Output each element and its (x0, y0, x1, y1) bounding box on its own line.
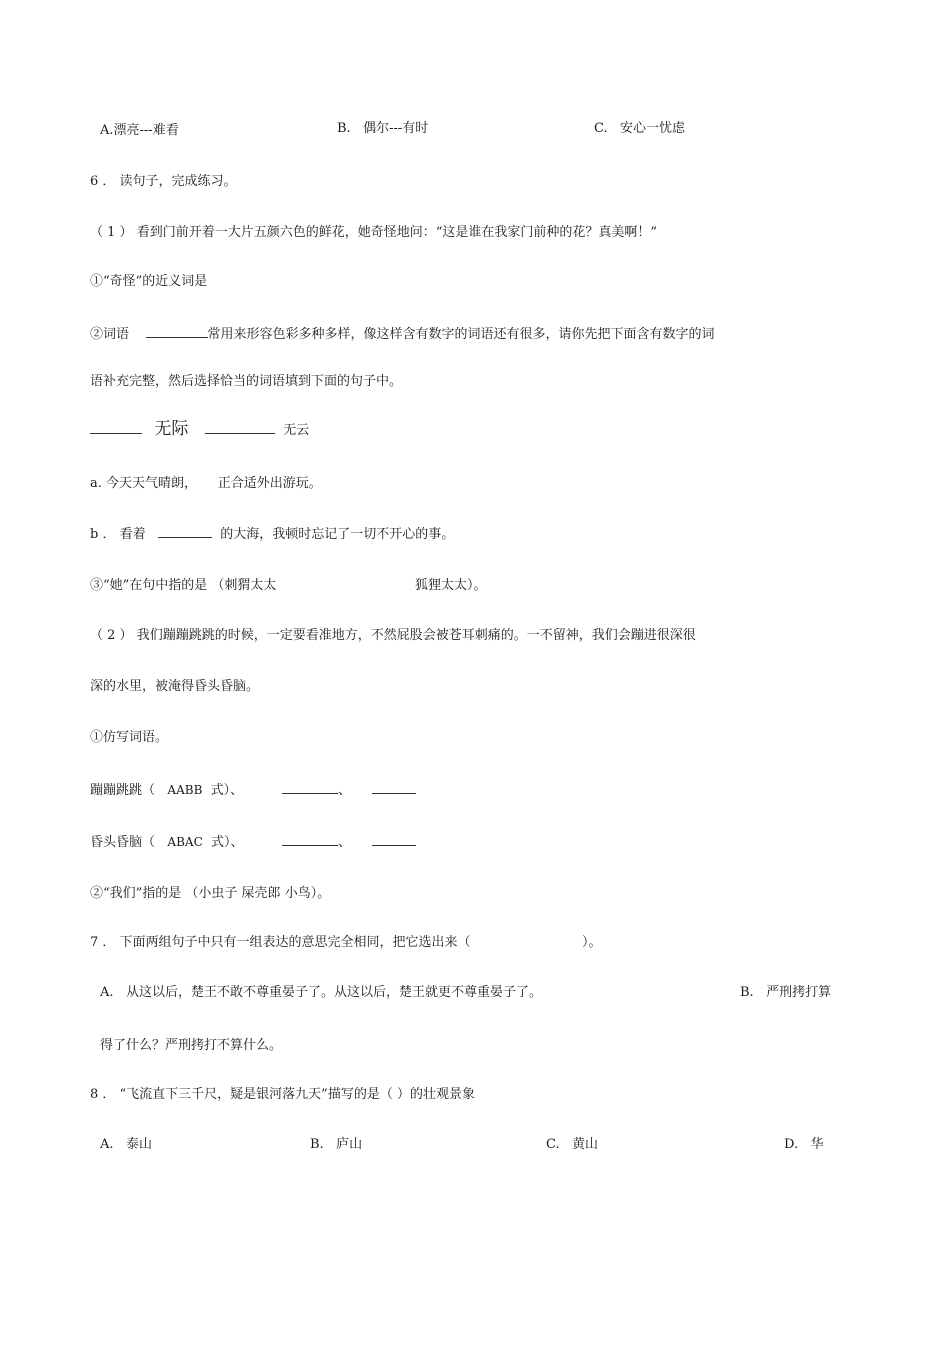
answer-blank[interactable] (158, 525, 212, 538)
subquestion-synonym: ①“奇怪”的近义词是 (90, 274, 208, 289)
imitate-row-abac: 昏头昏脑（ ABAC 式）、 (90, 835, 244, 850)
answer-blank[interactable] (372, 833, 416, 846)
subquestion-she-option: 狐狸太太）。 (415, 578, 487, 593)
subquestion-imitate: ①仿写词语。 (90, 730, 169, 745)
subquestion-we: ②“我们”指的是 （小虫子 屎壳郎 小鸟）。 (90, 886, 331, 901)
q7-option-b-cont: 得了什么？严刑拷打不算什么。 (100, 1038, 283, 1053)
q8-option-c: C. 黄山 (546, 1137, 599, 1152)
question-7-title-end: ）。 (582, 935, 602, 950)
option-c: C. 安心一忧虑 (594, 121, 686, 136)
sentence-b: b ． 看着 的大海，我顿时忘记了一切不开心的事。 (90, 527, 455, 542)
passage-1: （ 1 ） 看到门前开着一大片五颜六色的鲜花，她奇怪地问：“这是谁在我家门前种的花？真美啊！” (90, 225, 657, 240)
q8-option-a: A. 泰山 (100, 1137, 152, 1152)
subquestion-words-cont: 语补充完整，然后选择恰当的词语填到下面的句子中。 (90, 374, 403, 389)
question-7-title: 7 ． 下面两组句子中只有一组表达的意思完全相同，把它选出来（ (90, 935, 471, 950)
subquestion-words: ②词语 常用来形容色彩多种多样，像这样含有数字的词语还有很多，请你先把下面含有数字的词 (90, 327, 715, 342)
q8-option-b: B. 庐山 (310, 1137, 363, 1152)
answer-blank[interactable] (146, 325, 208, 338)
sentence-a: a. 今天天气晴朗， 正合适外出游玩。 (90, 476, 322, 491)
passage-2-cont: 深的水里，被淹得昏头昏脑。 (90, 679, 260, 694)
answer-blank[interactable] (282, 833, 338, 846)
answer-blank[interactable] (282, 781, 338, 794)
q7-option-a: A. 从这以后，楚王不敢不尊重晏子了。从这以后，楚王就更不尊重晏子了。 (100, 985, 542, 1000)
option-a: A.漂亮---难看 (100, 123, 179, 138)
imitate-row-aabb: 蹦蹦跳跳（ AABB 式）、 (90, 783, 244, 798)
answer-blank[interactable] (205, 421, 275, 434)
option-b: B. 偶尔---有时 (337, 121, 429, 136)
subquestion-she: ③“她”在句中指的是 （刺猬太太 (90, 578, 277, 593)
imitate-row-abac-blanks: 、 (282, 833, 416, 852)
passage-2: （ 2 ） 我们蹦蹦跳跳的时候，一定要看准地方，不然屁股会被苍耳刺痛的。一不留神，我们会蹦进很深很 (90, 628, 696, 643)
answer-blank[interactable] (90, 421, 142, 434)
imitate-row-aabb-blanks: 、 (282, 781, 416, 800)
word-fill-row: 无际 无云 (90, 420, 309, 440)
q8-option-d: D. 华 (784, 1137, 824, 1152)
answer-blank[interactable] (372, 781, 416, 794)
q7-option-b: B. 严刑拷打算 (740, 985, 832, 1000)
question-8-title: 8 ． “飞流直下三千尺，疑是银河落九天”描写的是（ ）的壮观景象 (90, 1087, 475, 1102)
question-6-title: 6 ． 读句子，完成练习。 (90, 174, 237, 189)
